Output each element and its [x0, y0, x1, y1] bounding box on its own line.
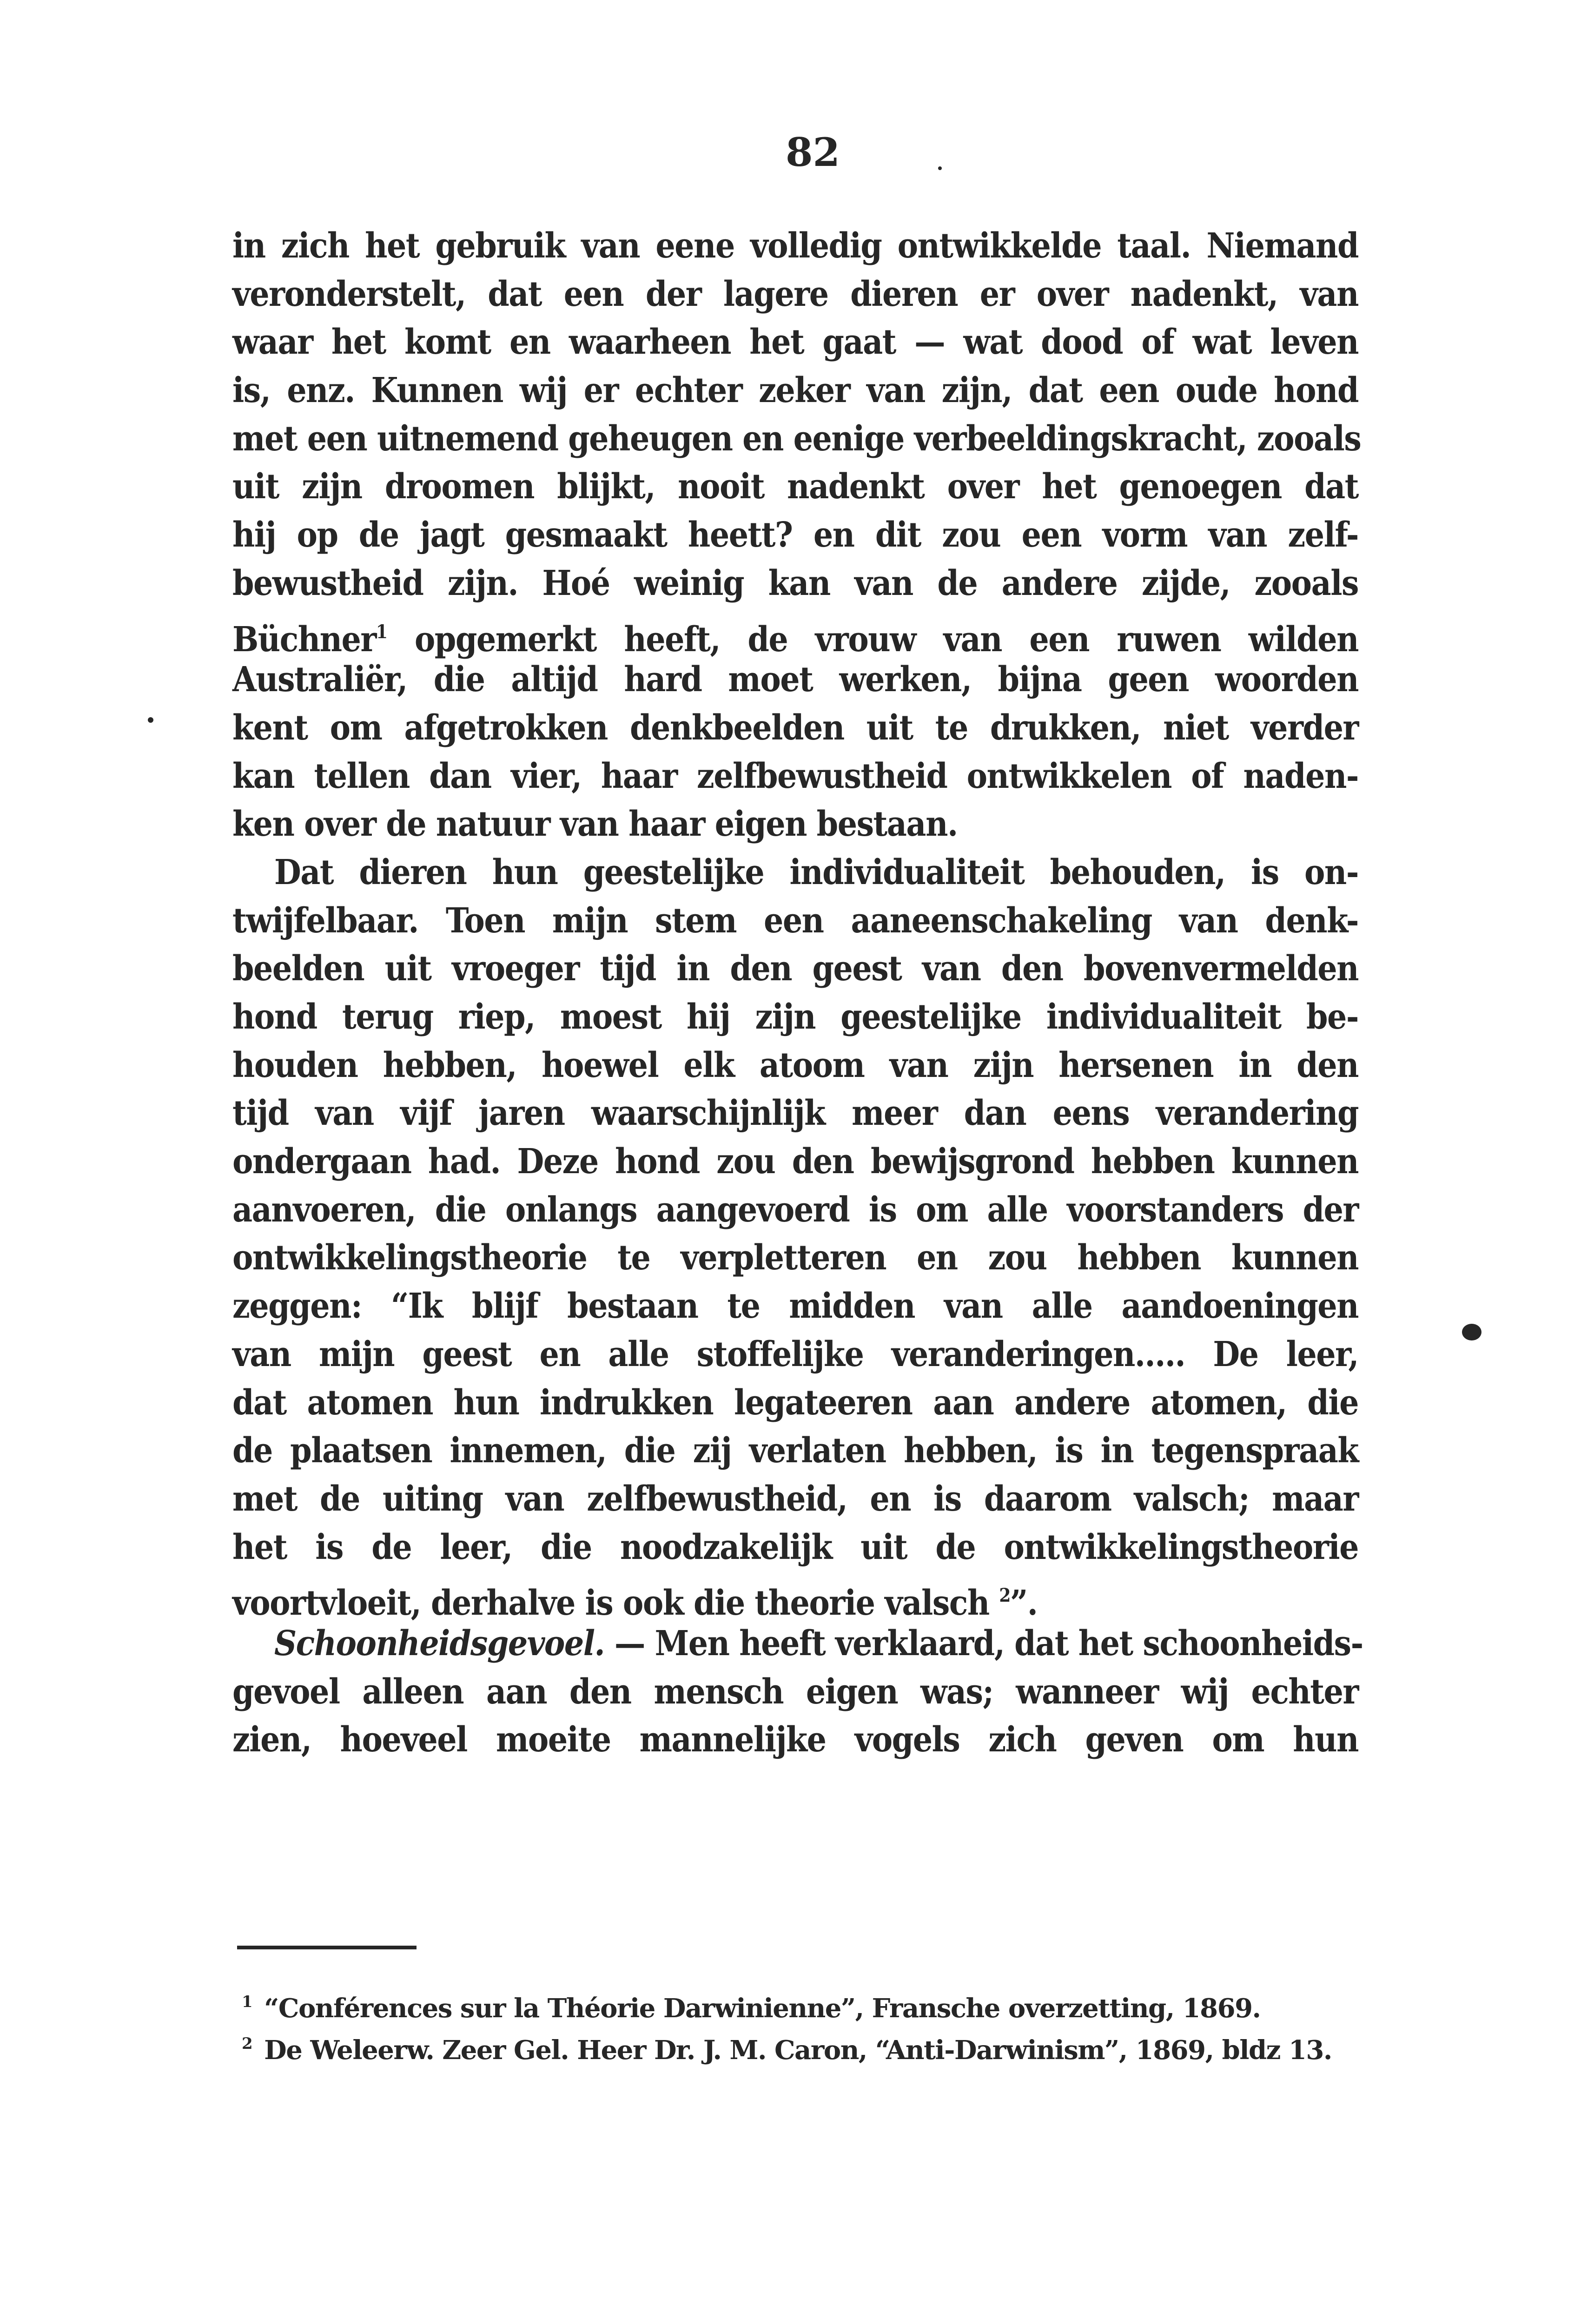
text-line: [232, 1571, 1358, 1624]
text-line: [232, 608, 1358, 660]
footnote-text: De Weleerw. Zeer Gel. Heer Dr. J. M. Caron, “Anti-Darwinism”, 1869, bldz 13.: [264, 2035, 1332, 2066]
text-line: is, enz. Kunnen wij er echter zeker van zijn, dat een oude hond: [232, 370, 1358, 411]
text-line: dat atomen hun indrukken legateeren aan andere atomen, die: [232, 1382, 1358, 1423]
text-segment: ”.: [1010, 1583, 1038, 1624]
text-line: zeggen: “Ik blijf bestaan te midden van alle aandoeningen: [232, 1286, 1358, 1327]
text-line: van mijn geest en alle stoffelijke veranderingen..... De leer,: [232, 1334, 1358, 1374]
scan-speck: [148, 717, 153, 723]
footnote-reference[interactable]: 1: [376, 621, 387, 643]
text-segment: Büchner: [232, 619, 376, 660]
text-line: beelden uit vroeger tijd in den geest van den bovenvermelden: [232, 949, 1358, 989]
text-line: aanvoeren, die onlangs aangevoerd is om alle voorstanders der: [232, 1189, 1358, 1230]
footnote-text: “Conférences sur la Théorie Darwinienne”, Fransche overzetting, 1869.: [264, 1993, 1261, 2024]
footnote-reference[interactable]: 2: [999, 1585, 1010, 1607]
text-line: kent om afgetrokken denkbeelden uit te drukken, niet verder: [232, 707, 1358, 748]
text-segment: opgemerkt heeft, de vrouw van een ruwen wilden: [387, 619, 1358, 660]
text-line: [232, 1620, 1363, 1668]
text-line: met de uiting van zelfbewustheid, en is daarom valsch; maar: [232, 1479, 1358, 1519]
text-line: Australiër, die altijd hard moet werken, bijna geen woorden: [232, 660, 1358, 700]
footnotes: [242, 1981, 1376, 2065]
scan-speck: [1462, 1324, 1481, 1340]
text-line: tijd van vijf jaren waarschijnlijk meer dan eens verandering: [232, 1093, 1358, 1134]
footnote-marker: 2: [242, 2034, 252, 2053]
text-line: uit zijn droomen blijkt, nooit nadenkt over het genoegen dat: [232, 467, 1358, 507]
text-line: in zich het gebruik van eene volledig ontwikkelde taal. Niemand: [232, 226, 1358, 266]
text-line: kan tellen dan vier, haar zelfbewustheid ontwikkelen of naden-: [232, 756, 1358, 796]
footnote: [242, 2023, 1376, 2065]
text-line: de plaatsen innemen, die zij verlaten hebben, is in tegenspraak: [232, 1431, 1358, 1471]
text-line: houden hebben, hoewel elk atoom van zijn hersenen in den: [232, 1045, 1358, 1085]
text-line: ontwikkelingstheorie te verpletteren en zou hebben kunnen: [232, 1238, 1358, 1278]
text-line: ken over de natuur van haar eigen bestaan.: [232, 804, 958, 845]
text-line: veronderstelt, dat een der lagere dieren er over nadenkt, van: [232, 274, 1358, 314]
text-line: ondergaan had. Deze hond zou den bewijsgrond hebben kunnen: [232, 1142, 1358, 1182]
text-line: hij op de jagt gesmaakt heett? en dit zou een vorm van zelf-: [232, 515, 1358, 555]
text-line: hond terug riep, moest hij zijn geestelijke individualiteit be-: [232, 997, 1358, 1037]
text-line: met een uitnemend geheugen en eenige verbeeldingskracht, zooals: [232, 418, 1361, 459]
text-line: waar het komt en waarheen het gaat — wat dood of wat leven: [232, 322, 1358, 363]
text-line: Dat dieren hun geestelijke individualiteit behouden, is on-: [274, 852, 1358, 892]
text-segment: voortvloeit, derhalve is ook die theorie valsch: [232, 1583, 999, 1624]
section-heading: Schoonheidsgevoel.: [274, 1623, 605, 1664]
page-number: 82: [786, 129, 840, 175]
text-segment: — Men heeft verklaard, dat het schoonheids-: [604, 1623, 1363, 1664]
scan-speck: [938, 166, 942, 170]
text-line: twijfelbaar. Toen mijn stem een aaneenschakeling van denk-: [232, 900, 1358, 941]
footnote-divider: [237, 1946, 417, 1949]
text-line: het is de leer, die noodzakelijk uit de ontwikkelingstheorie: [232, 1527, 1358, 1567]
body-text: [232, 222, 1363, 1764]
footnote-marker: 1: [242, 1993, 252, 2011]
text-line: zien, hoeveel moeite mannelijke vogels zich geven om hun: [232, 1720, 1358, 1760]
text-line: gevoel alleen aan den mensch eigen was; wanneer wij echter: [232, 1671, 1358, 1712]
footnote: [242, 1981, 1376, 2023]
text-line: bewustheid zijn. Hoé weinig kan van de andere zijde, zooals: [232, 563, 1358, 603]
